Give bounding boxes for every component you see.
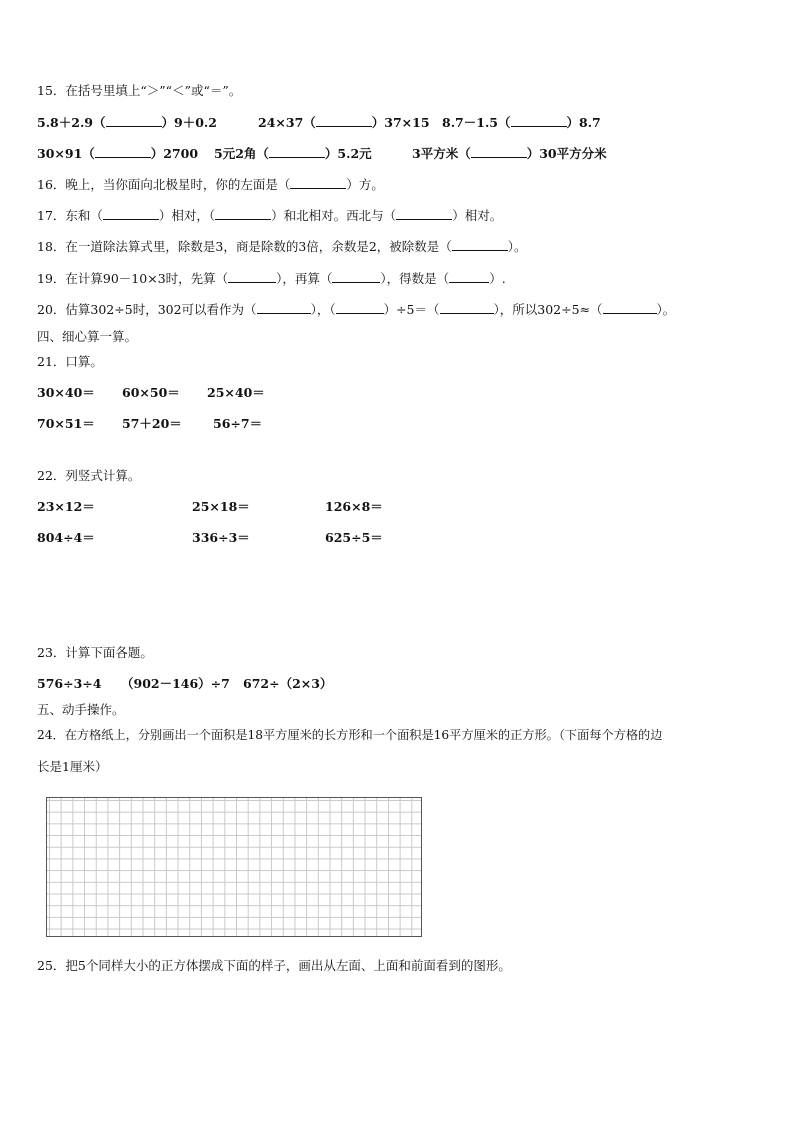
q24-line2: 长是1厘米） [37, 759, 108, 774]
q15-row1-c: 8.7－1.5（ ）8.7 [442, 115, 601, 130]
answer-blank[interactable] [449, 271, 489, 283]
answer-blank[interactable] [95, 146, 151, 158]
q22-item: 336÷3＝ [192, 530, 250, 545]
q22-item: 126×8＝ [325, 499, 383, 514]
answer-blank[interactable] [269, 146, 325, 158]
q15-row1-a: 5.8＋2.9（ ）9＋0.2 [37, 115, 217, 130]
q15-title: 15．在括号里填上“＞”“＜”或“＝”。 [37, 83, 242, 98]
q25: 25．把5个同样大小的正方体摆成下面的样子，画出从左面、上面和前面看到的图形。 [37, 958, 511, 973]
answer-blank[interactable] [603, 302, 657, 314]
q22-title: 22．列竖式计算。 [37, 468, 141, 483]
answer-blank[interactable] [332, 271, 380, 283]
q21-item: 60×50＝ [122, 385, 180, 400]
answer-blank[interactable] [396, 208, 452, 220]
q22-item: 625÷5＝ [325, 530, 383, 545]
q15-row2-b: 5元2角（ ）5.2元 [214, 146, 372, 161]
q21-title: 21．口算。 [37, 354, 103, 369]
q21-item: 56÷7＝ [213, 416, 263, 431]
answer-blank[interactable] [511, 115, 567, 127]
q15-row1-b: 24×37（ ）37×15 [258, 115, 430, 130]
answer-blank[interactable] [316, 115, 372, 127]
q18: 18．在一道除法算式里，除数是3，商是除数的3倍，余数是2，被除数是（ ）。 [37, 239, 527, 254]
answer-blank[interactable] [215, 208, 271, 220]
q21-item: 70×51＝ [37, 416, 95, 431]
q15-row2-a: 30×91（ ）2700 [37, 146, 199, 161]
answer-blank[interactable] [106, 115, 162, 127]
q22-item: 804÷4＝ [37, 530, 95, 545]
answer-blank[interactable] [228, 271, 276, 283]
answer-blank[interactable] [440, 302, 494, 314]
q21-item: 25×40＝ [207, 385, 265, 400]
q19: 19．在计算90－10×3时，先算（ ），再算（ ），得数是（ ）. [37, 271, 506, 286]
q16: 16．晚上，当你面向北极星时，你的左面是（ ）方。 [37, 177, 384, 192]
q23-item: （902－146）÷7 [121, 676, 230, 691]
q23-item: 672÷（2×3） [243, 676, 333, 691]
q20: 20．估算302÷5时，302可以看作为（ ），（ ）÷5＝（ ），所以302÷5≈（ ）。 [37, 302, 676, 317]
answer-blank[interactable] [290, 177, 346, 189]
q23-item: 576÷3÷4 [37, 676, 102, 691]
answer-blank[interactable] [257, 302, 311, 314]
section-4-heading: 四、细心算一算。 [37, 329, 138, 344]
q22-item: 25×18＝ [192, 499, 250, 514]
answer-blank[interactable] [103, 208, 159, 220]
graph-paper-grid[interactable] [46, 797, 422, 937]
answer-blank[interactable] [452, 239, 508, 251]
q24-line1: 24．在方格纸上，分别画出一个面积是18平方厘米的长方形和一个面积是16平方厘米的正方形。（下面每个方格的边 [37, 728, 663, 742]
q17: 17．东和（ ）相对，（ ）和北相对。西北与（ ）相对。 [37, 208, 503, 223]
q22-item: 23×12＝ [37, 499, 95, 514]
q21-item: 30×40＝ [37, 385, 95, 400]
section-5-heading: 五、动手操作。 [37, 702, 125, 717]
q21-item: 57＋20＝ [122, 416, 182, 431]
q15-row2-c: 3平方米（ ）30平方分米 [412, 146, 607, 161]
q23-title: 23．计算下面各题。 [37, 645, 153, 660]
answer-blank[interactable] [471, 146, 527, 158]
answer-blank[interactable] [336, 302, 384, 314]
